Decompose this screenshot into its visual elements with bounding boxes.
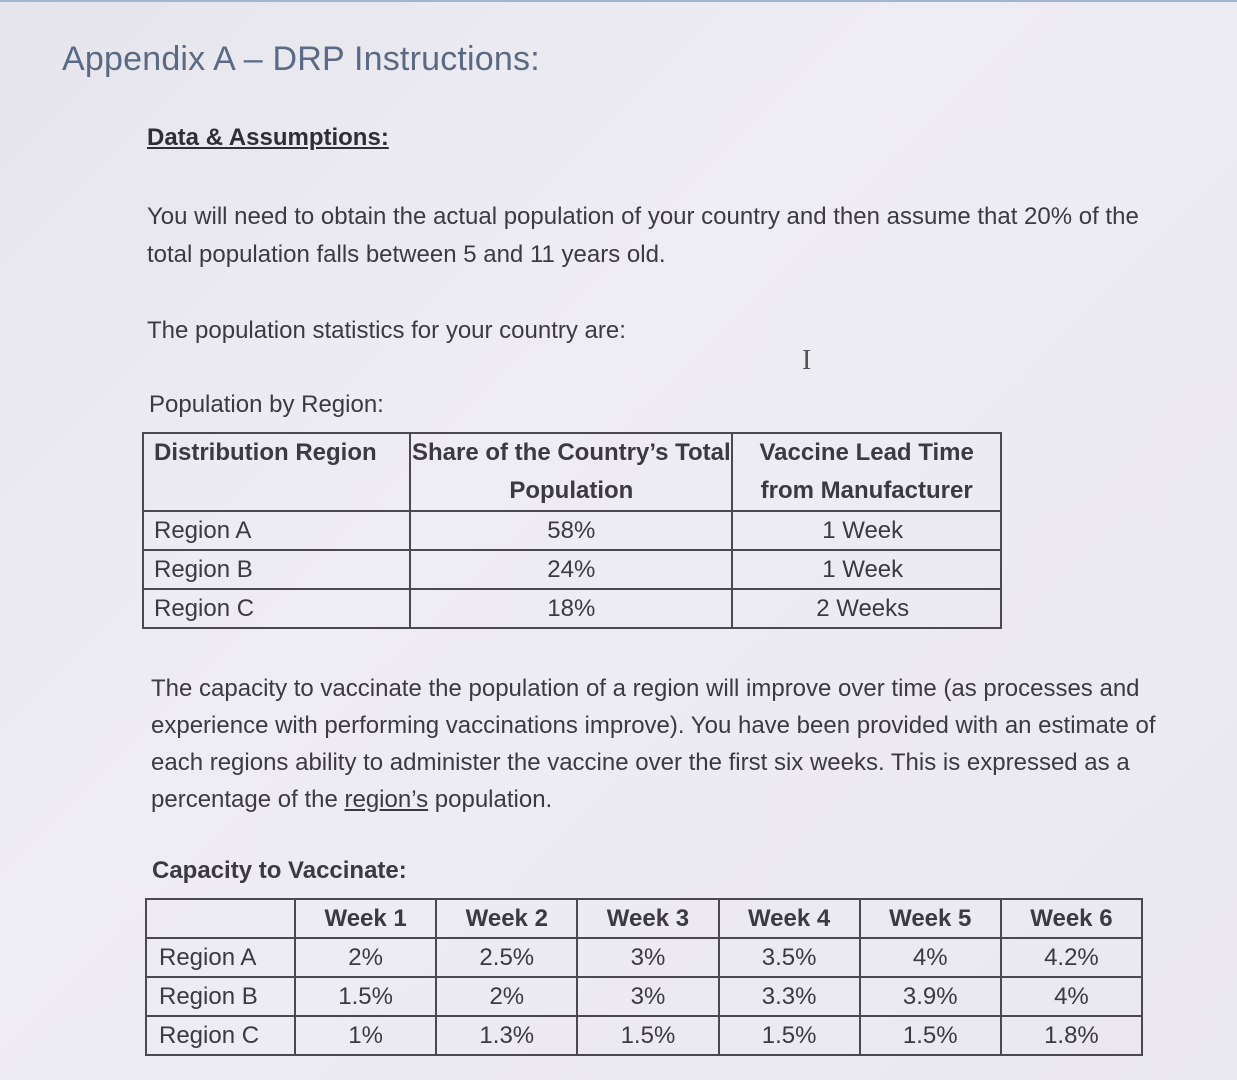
column-header-week: Week 3 [577,899,718,938]
capacity-paragraph-text: The capacity to vaccinate the population of a region will improve over time (as processes and experience with performing vaccinations improve). You have been provided with an estimate of each regions ability to administer the vaccine over the first six weeks. This is expressed as a percentage of the [151,675,1156,813]
region-cell: Region A [143,511,410,550]
window-top-border [0,0,1237,2]
share-cell: 24% [410,550,732,589]
capacity-cell: 1.5% [295,977,436,1016]
table-row [143,589,1001,628]
capacity-cell: 1.3% [436,1016,577,1055]
intro-paragraph: You will need to obtain the actual population of your country and then assume that 20% of the total population falls between 5 and 11 years old. [147,203,1139,268]
population-table [142,432,1002,629]
region-cell: Region C [143,589,410,628]
column-header: Vaccine Lead Time from Manufacturer [732,433,1001,511]
column-header-week: Week 6 [1001,899,1142,938]
table-header-row [143,433,1001,511]
capacity-cell: 1.5% [860,1016,1001,1055]
capacity-cell: 3% [577,938,718,977]
capacity-cell: 3.5% [719,938,860,977]
section-heading: Data & Assumptions: [147,124,389,151]
region-cell: Region A [146,938,295,977]
capacity-table-label: Capacity to Vaccinate: [152,857,407,884]
share-cell: 18% [410,589,732,628]
column-header: Distribution Region [143,433,410,511]
column-header: Share of the Country’s Total Population [410,433,732,511]
page-title: Appendix A – DRP Instructions: [62,40,540,78]
share-cell: 58% [410,511,732,550]
column-header-blank [146,899,295,938]
text-cursor-icon: I [802,345,812,376]
region-cell: Region C [146,1016,295,1055]
capacity-cell: 3% [577,977,718,1016]
table-row [146,1016,1142,1055]
table-row [146,977,1142,1016]
capacity-cell: 3.3% [719,977,860,1016]
capacity-paragraph-end: population. [428,786,553,813]
region-cell: Region B [146,977,295,1016]
capacity-cell: 4% [860,938,1001,977]
capacity-cell: 1.5% [719,1016,860,1055]
underlined-word: region’s [344,786,429,813]
capacity-cell: 2% [436,977,577,1016]
capacity-cell: 4% [1001,977,1142,1016]
capacity-cell: 2.5% [436,938,577,977]
lead-time-cell: 1 Week [732,511,1001,550]
capacity-table [145,898,1143,1056]
capacity-cell: 1.5% [577,1016,718,1055]
table-header-row [146,899,1142,938]
column-header-week: Week 4 [719,899,860,938]
lead-time-cell: 1 Week [732,550,1001,589]
column-header-week: Week 5 [860,899,1001,938]
region-cell: Region B [143,550,410,589]
population-table-label: Population by Region: [149,391,384,418]
column-header-week: Week 1 [295,899,436,938]
column-header-week: Week 2 [436,899,577,938]
table-row [143,511,1001,550]
population-stats-intro: The population statistics for your country are: [147,317,626,344]
table-row [146,938,1142,977]
capacity-cell: 1.8% [1001,1016,1142,1055]
capacity-paragraph [151,670,1191,818]
capacity-cell: 3.9% [860,977,1001,1016]
capacity-cell: 4.2% [1001,938,1142,977]
capacity-cell: 2% [295,938,436,977]
table-row [143,550,1001,589]
lead-time-cell: 2 Weeks [732,589,1001,628]
capacity-cell: 1% [295,1016,436,1055]
